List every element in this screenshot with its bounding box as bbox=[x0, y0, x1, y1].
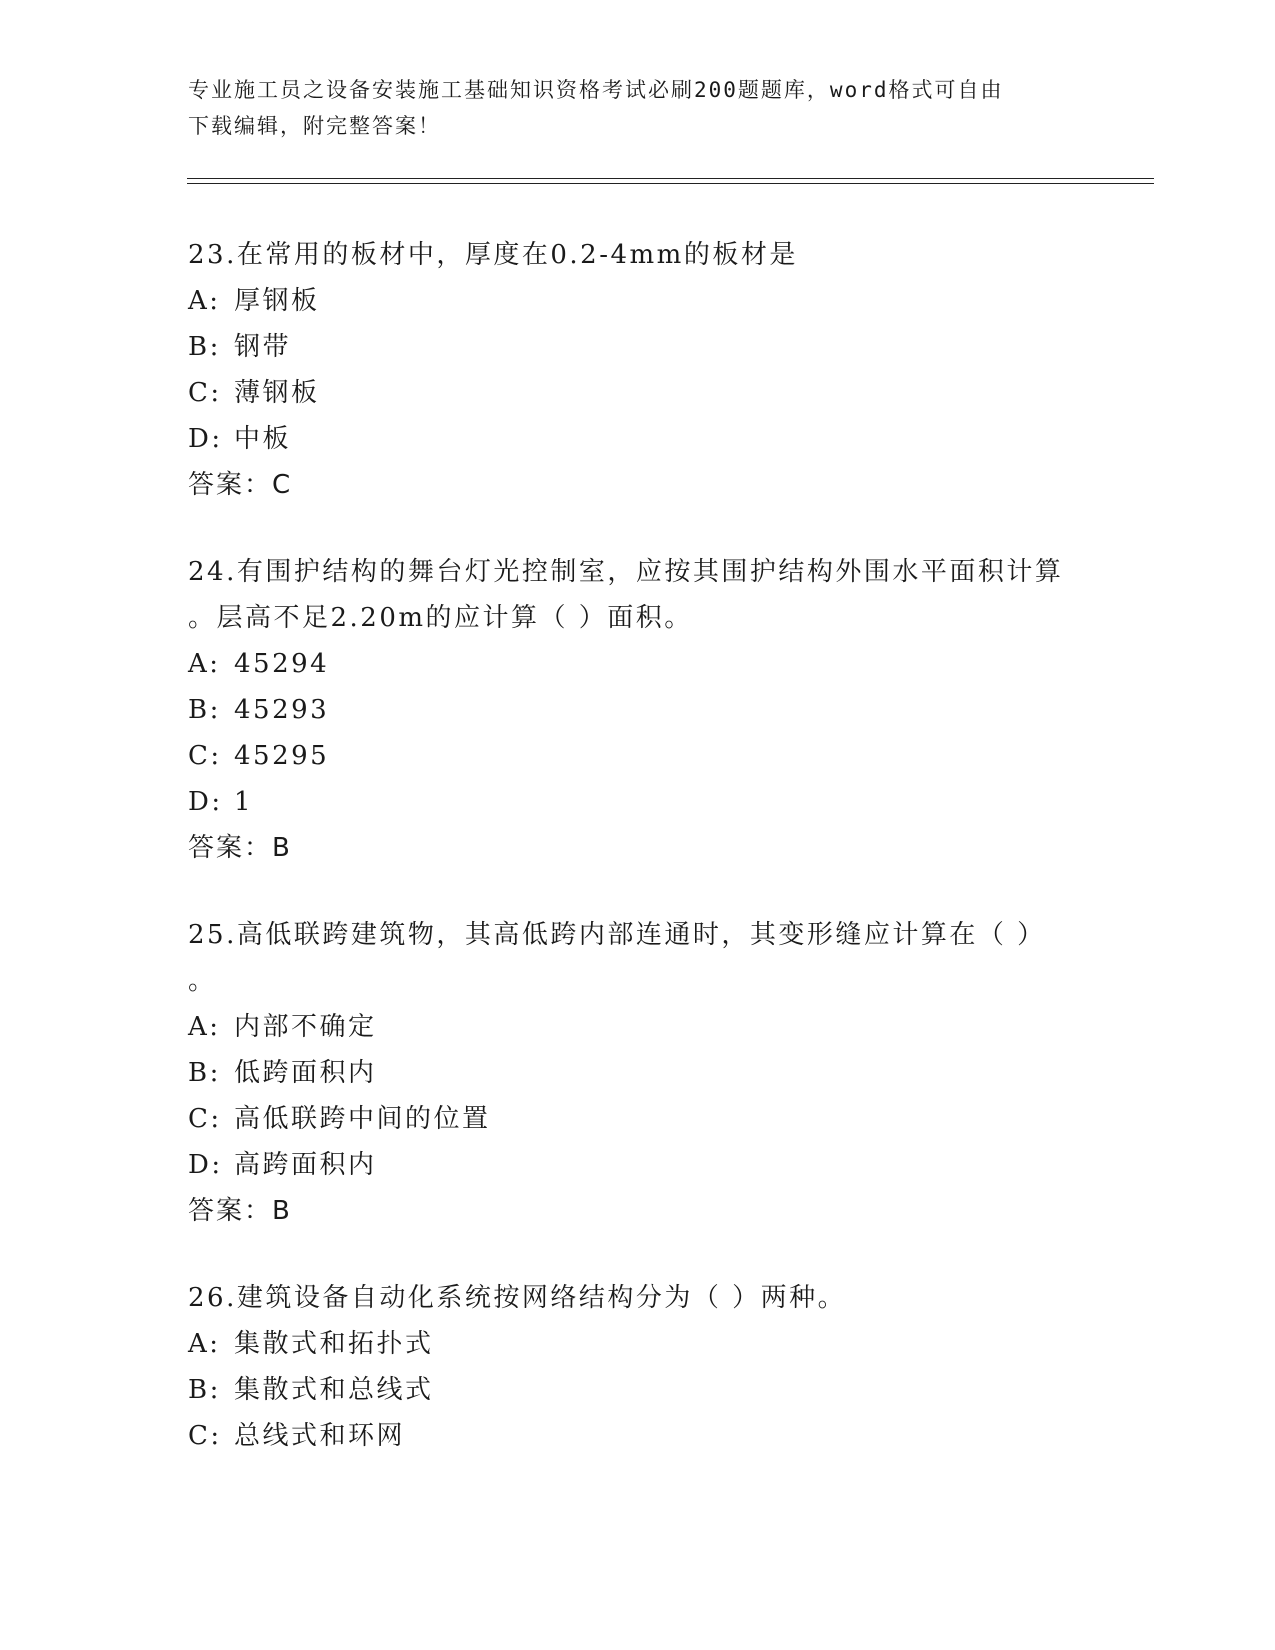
question-stem-continued: 。层高不足2.20m的应计算（ ）面积。 bbox=[188, 603, 693, 633]
option-text: 钢带 bbox=[234, 332, 292, 362]
option-letter: A: bbox=[188, 286, 221, 316]
option-a bbox=[188, 1321, 1148, 1367]
option-text: 45293 bbox=[234, 695, 330, 725]
question-23 bbox=[188, 232, 1148, 508]
question-26 bbox=[188, 1275, 1148, 1459]
option-text: 厚钢板 bbox=[234, 286, 320, 316]
option-letter: A: bbox=[188, 1329, 221, 1359]
option-letter: B: bbox=[188, 695, 221, 725]
document-header bbox=[188, 72, 1088, 144]
header-line-1: 专业施工员之设备安装施工基础知识资格考试必刷200题题库，word格式可自由 bbox=[188, 78, 1004, 102]
question-24 bbox=[188, 549, 1148, 871]
question-list bbox=[188, 232, 1148, 1500]
option-text: 高跨面积内 bbox=[234, 1150, 377, 1180]
option-b bbox=[188, 1367, 1148, 1413]
option-letter: C: bbox=[188, 1421, 222, 1451]
option-b bbox=[188, 687, 1148, 733]
option-text: 1 bbox=[234, 787, 254, 817]
option-text: 内部不确定 bbox=[234, 1012, 377, 1042]
answer-line: 答案：C bbox=[188, 470, 293, 500]
option-text: 集散式和拓扑式 bbox=[234, 1329, 434, 1359]
header-divider-bottom bbox=[187, 183, 1154, 184]
option-text: 薄钢板 bbox=[234, 378, 320, 408]
option-letter: D: bbox=[188, 424, 223, 454]
question-stem: 25.高低联跨建筑物，其高低跨内部连通时，其变形缝应计算在（ ） bbox=[188, 920, 1046, 950]
option-a bbox=[188, 1004, 1148, 1050]
question-25 bbox=[188, 912, 1148, 1234]
option-text: 45295 bbox=[234, 741, 330, 771]
option-letter: D: bbox=[188, 787, 223, 817]
question-stem: 24.有围护结构的舞台灯光控制室，应按其围护结构外围水平面积计算 bbox=[188, 557, 1064, 587]
question-stem: 23.在常用的板材中，厚度在0.2-4mm的板材是 bbox=[188, 240, 798, 270]
option-b bbox=[188, 1050, 1148, 1096]
option-d bbox=[188, 416, 1148, 462]
question-stem-continued: 。 bbox=[188, 966, 217, 996]
option-letter: C: bbox=[188, 1104, 222, 1134]
option-letter: C: bbox=[188, 378, 222, 408]
option-text: 集散式和总线式 bbox=[234, 1375, 434, 1405]
option-letter: B: bbox=[188, 332, 221, 362]
option-text: 45294 bbox=[234, 649, 330, 679]
option-c bbox=[188, 1096, 1148, 1142]
option-a bbox=[188, 641, 1148, 687]
option-b bbox=[188, 324, 1148, 370]
option-d bbox=[188, 1142, 1148, 1188]
option-letter: C: bbox=[188, 741, 222, 771]
header-divider-top bbox=[187, 178, 1154, 179]
option-d bbox=[188, 779, 1148, 825]
option-c bbox=[188, 1413, 1148, 1459]
option-letter: A: bbox=[188, 649, 221, 679]
option-text: 中板 bbox=[234, 424, 292, 454]
answer-line: 答案：B bbox=[188, 833, 292, 863]
answer-line: 答案：B bbox=[188, 1196, 292, 1226]
option-letter: D: bbox=[188, 1150, 223, 1180]
option-c bbox=[188, 370, 1148, 416]
question-stem: 26.建筑设备自动化系统按网络结构分为（ ）两种。 bbox=[188, 1283, 847, 1313]
header-line-2: 下载编辑，附完整答案！ bbox=[188, 114, 441, 138]
option-letter: B: bbox=[188, 1058, 221, 1088]
option-text: 高低联跨中间的位置 bbox=[234, 1104, 491, 1134]
option-a bbox=[188, 278, 1148, 324]
option-text: 低跨面积内 bbox=[234, 1058, 377, 1088]
option-text: 总线式和环网 bbox=[234, 1421, 406, 1451]
option-c bbox=[188, 733, 1148, 779]
option-letter: A: bbox=[188, 1012, 221, 1042]
option-letter: B: bbox=[188, 1375, 221, 1405]
